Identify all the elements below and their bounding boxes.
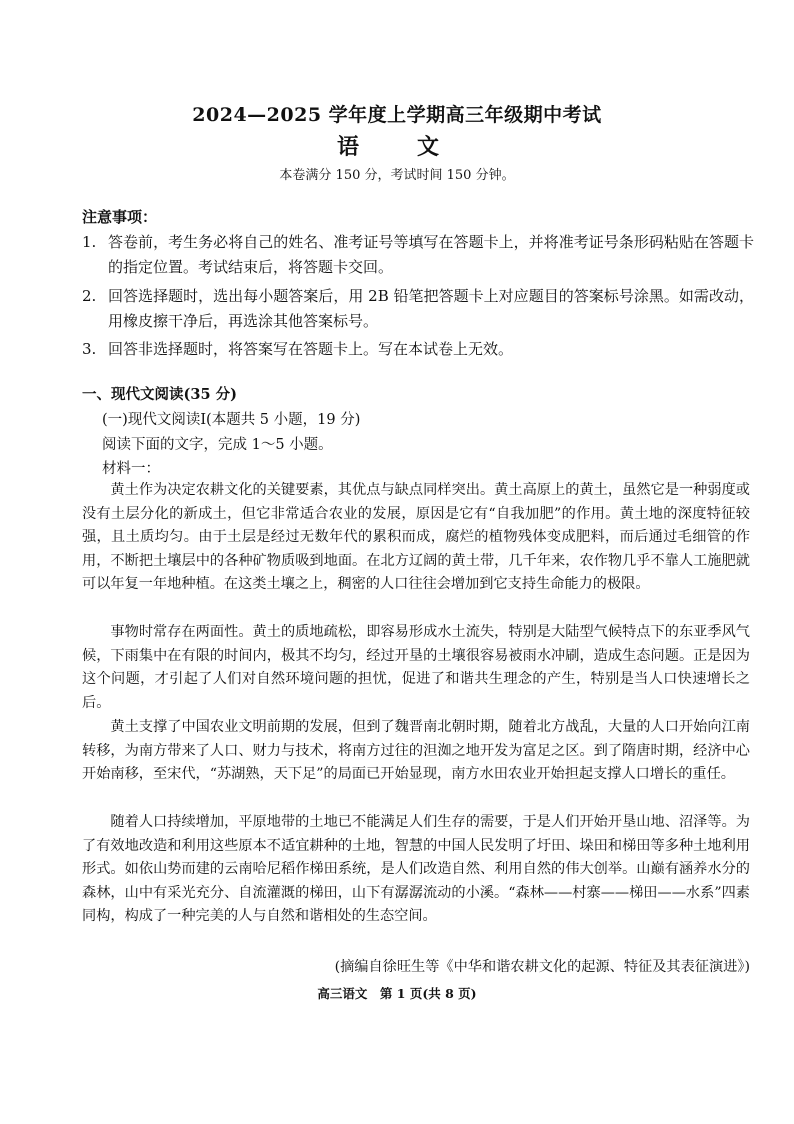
subject-title: 语 文 — [336, 134, 457, 160]
material-paragraph: 随着人口持续增加，平原地带的土地已不能满足人们生存的需要，于是人们开始开垦山地、沼泽等。为了有效地改造和利用这些原本不适宜耕种的土地，智慧的中国人民发明了圩田、垛田和梯田等多种土地利用形式。如依山势而建的云南哈尼稻作梯田系统，是人们改造自然、利用自然的伟大创举。山巅有涵养水分的森林，山中有采光充分、自流灌溉的梯田，山下有潺潺流动的小溪。“森林——村寨——梯田——水系”四素同构，构成了一种完美的人与自然和谐相处的生态空间。 — [82, 814, 750, 925]
notice-item — [82, 337, 754, 362]
material-paragraph: 事物时常存在两面性。黄土的质地疏松，即容易形成水土流失，特别是大陆型气候特点下的东亚季风气候，下雨集中在有限的时间内，极其不均匀，经过开垦的土壤很容易被雨水冲刷，造成生态问题。正是因为这个问题，才引起了人们对自然环境问题的担忧，促进了和谐共生理念的产生，特别是当人口快速增长之后。 — [82, 624, 750, 711]
notice-item-text: 答卷前，考生务必将自己的姓名、准考证号等填写在答题卡上，并将准考证号条形码粘贴在答题卡的指定位置。考试结束后，将答题卡交回。 — [108, 233, 754, 276]
section-subheading: (一)现代文阅读Ⅰ(本题共 5 小题，19 分) — [102, 412, 361, 428]
source-citation: (摘编自徐旺生等《中华和谐农耕文化的起源、特征及其表征演进》) — [334, 959, 750, 975]
notice-item-text: 回答非选择题时，将答案写在答题卡上。写在本试卷上无效。 — [108, 340, 514, 358]
notice-item — [82, 230, 754, 279]
exam-meta: 本卷满分 150 分，考试时间 150 分钟。 — [279, 168, 515, 183]
notice-item-number: 2. — [82, 287, 97, 305]
page-footer: 高三语文 第 1 页(共 8 页) — [317, 986, 477, 1001]
notice-item-number: 3. — [82, 340, 97, 358]
reading-instruction: 阅读下面的文字，完成 1～5 小题。 — [102, 437, 333, 453]
material-paragraph: 黄土作为决定农耕文化的关键要素，其优点与缺点同样突出。黄土高原上的黄土，虽然它是一种弱度或没有土层分化的新成土，但它非常适合农业的发展，原因是它有“自我加肥”的作用。黄土地的深度特征较强，且土质均匀。由于土层是经过无数年代的累积而成，腐烂的植物残体变成肥料，而后通过毛细管的作用，不断把土壤层中的各种矿物质吸到地面。在北方辽阔的黄土带，几千年来，农作物几乎不靠人工施肥就可以年复一年地种植。在这类土壤之上，稠密的人口往往会增加到它支持生命能力的极限。 — [82, 482, 750, 593]
section-heading: 一、现代文阅读(35 分) — [82, 386, 237, 403]
notice-item-text: 回答选择题时，选出每小题答案后，用 2B 铅笔把答题卡上对应题目的答案标号涂黑。如需改动，用橡皮擦干净后，再选涂其他答案标号。 — [108, 287, 754, 330]
exam-title: 2024—2025 学年度上学期高三年级期中考试 — [192, 104, 602, 126]
material-paragraph: 黄土支撑了中国农业文明前期的发展，但到了魏晋南北朝时期，随着北方战乱，大量的人口开始向江南转移，为南方带来了人口、财力与技术，将南方过往的泹洳之地开发为富足之区。到了隋唐时期，经济中心开始南移，至宋代，“苏湖熟，天下足”的局面已开始显现，南方水田农业开始担起支撑人口增长的重任。 — [82, 719, 750, 783]
notice-item-number: 1. — [82, 233, 97, 251]
material-label: 材料一： — [102, 461, 160, 477]
notice-item — [82, 284, 754, 333]
notice-heading: 注意事项： — [82, 208, 158, 226]
